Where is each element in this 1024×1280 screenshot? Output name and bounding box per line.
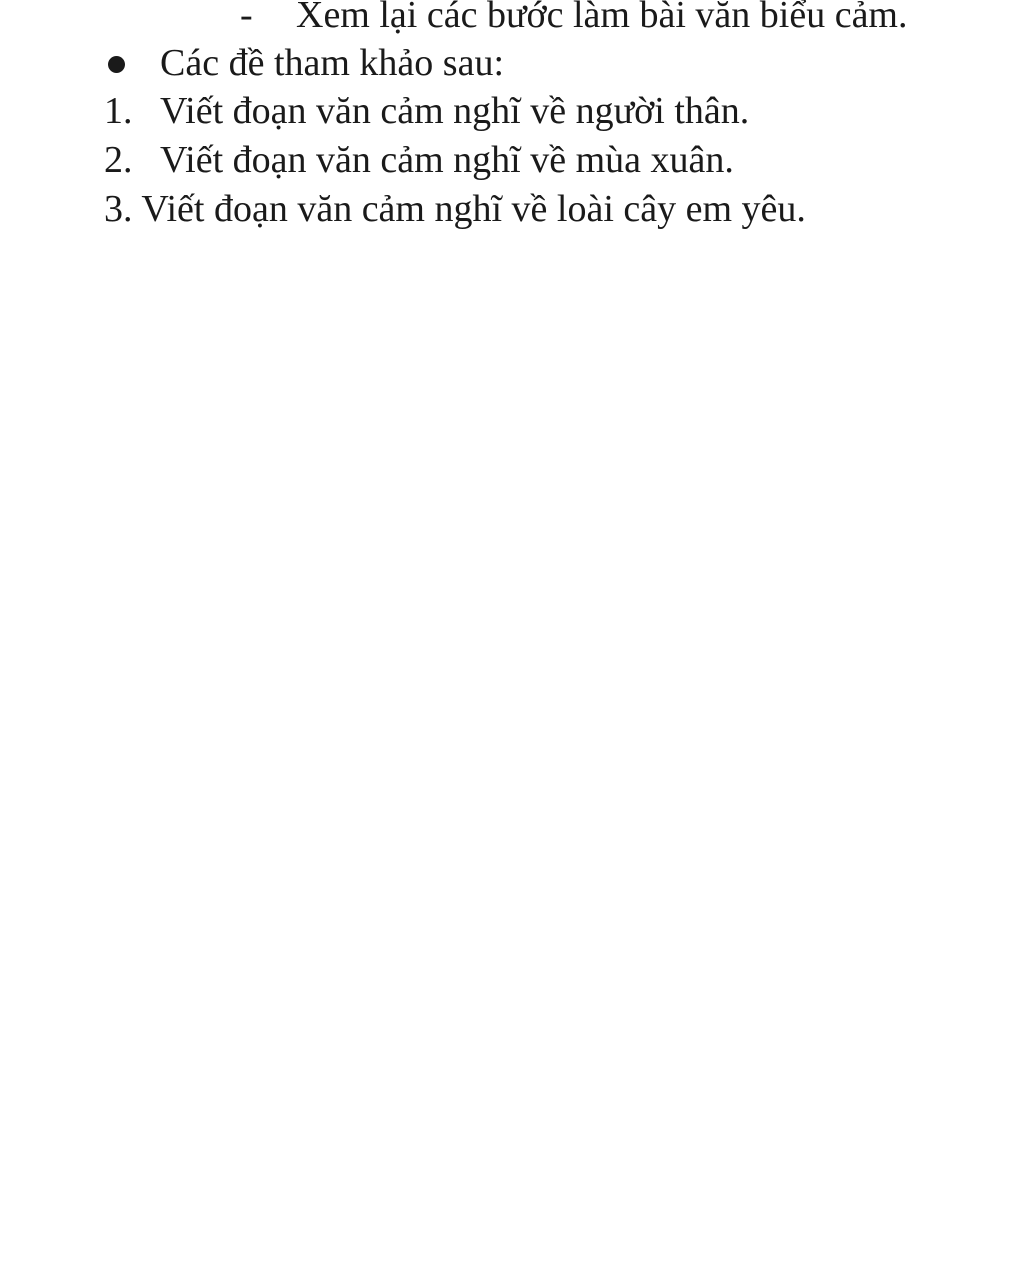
step-review-text: Xem lại các bước làm bài văn biểu cảm.: [296, 0, 908, 36]
dash-marker: -: [240, 0, 253, 36]
reference-topics-text: Các đề tham khảo sau:: [160, 42, 505, 84]
list-item-text: Viết đoạn văn cảm nghĩ về người thân.: [160, 90, 750, 132]
list-item-text: 3. Viết đoạn văn cảm nghĩ về loài cây em yêu.: [104, 188, 806, 230]
list-item-text: Viết đoạn văn cảm nghĩ về mùa xuân.: [160, 139, 734, 181]
bullet-icon: [108, 56, 125, 73]
list-item-number: 2.: [104, 139, 133, 181]
list-item-number: 1.: [104, 90, 133, 132]
